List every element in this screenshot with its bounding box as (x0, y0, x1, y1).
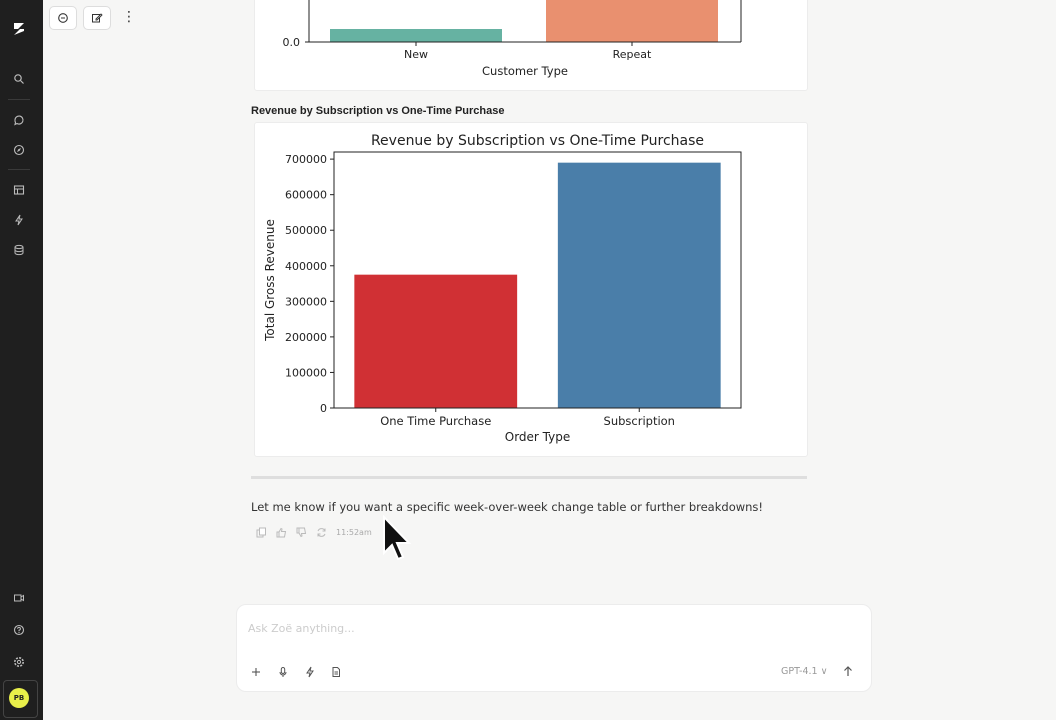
edit-button[interactable] (83, 6, 111, 30)
chat-plus-icon (57, 12, 69, 24)
message-timestamp: 11:52am (336, 528, 372, 537)
sidebar-divider (8, 169, 30, 170)
microphone-icon[interactable] (276, 665, 290, 679)
y-tick-label: 200000 (285, 330, 327, 344)
copy-icon[interactable] (256, 523, 267, 542)
y-tick-label: 100000 (285, 366, 327, 380)
x-tick-label-repeat: Repeat (612, 48, 652, 61)
y-tick-label: 0 (320, 402, 327, 415)
assistant-message: Let me know if you want a specific week-over-week change table or further breakdowns! (251, 500, 764, 514)
y-tick-label: 600000 (285, 188, 327, 202)
chat-icon[interactable] (12, 113, 26, 127)
edit-icon (91, 12, 103, 24)
y-tick-label: 300000 (285, 295, 327, 309)
bar-subscription (558, 163, 721, 408)
chat-input[interactable] (246, 621, 850, 636)
logo-icon[interactable] (10, 20, 28, 38)
x-axis-label: Customer Type (482, 64, 568, 78)
customer-type-chart-card (254, 0, 808, 91)
avatar[interactable]: PB (9, 688, 29, 708)
bolt-icon[interactable] (12, 213, 26, 227)
chart-title: Revenue by Subscription vs One-Time Purchase (370, 133, 705, 149)
y-axis-label: Total Gross Revenue (263, 219, 277, 341)
add-attachment-icon[interactable] (249, 665, 263, 679)
video-icon[interactable] (12, 591, 26, 605)
regenerate-icon[interactable] (316, 523, 327, 542)
bar-repeat (546, 0, 718, 42)
help-icon[interactable] (12, 623, 26, 637)
document-icon[interactable] (329, 665, 343, 679)
x-tick-label: One Time Purchase (380, 414, 492, 428)
database-icon[interactable] (12, 243, 26, 257)
model-selector[interactable]: GPT-4.1 ∨ (781, 666, 828, 677)
bar-one-time-purchase (354, 275, 517, 408)
message-divider (251, 476, 807, 479)
y-tick-label: 500000 (285, 224, 327, 238)
settings-icon[interactable] (12, 655, 26, 669)
new-chat-button[interactable] (49, 6, 77, 30)
thumbs-up-icon[interactable] (276, 523, 287, 542)
y-tick-label: 700000 (285, 153, 327, 167)
compass-icon[interactable] (12, 143, 26, 157)
section-title: Revenue by Subscription vs One-Time Purchase (251, 105, 505, 117)
send-icon[interactable] (841, 664, 855, 678)
more-options-button[interactable]: ⋮ (122, 9, 136, 25)
sidebar-divider (8, 99, 30, 100)
sidebar (0, 0, 43, 720)
bar-new (330, 29, 502, 42)
search-icon[interactable] (12, 72, 26, 86)
revenue-chart (255, 123, 807, 456)
message-actions (256, 523, 372, 542)
table-icon[interactable] (12, 183, 26, 197)
composer (236, 604, 872, 692)
bolt-icon[interactable] (303, 665, 317, 679)
x-tick-label-new: New (404, 48, 428, 61)
x-axis-label: Order Type (504, 430, 571, 444)
y-tick-label: 400000 (285, 259, 327, 273)
y-tick-label: 0.0 (282, 36, 300, 49)
x-tick-label: Subscription (603, 414, 675, 428)
thumbs-down-icon[interactable] (296, 523, 307, 542)
customer-type-chart (255, 0, 807, 90)
revenue-chart-card (254, 122, 808, 457)
mouse-cursor-icon (382, 515, 414, 571)
